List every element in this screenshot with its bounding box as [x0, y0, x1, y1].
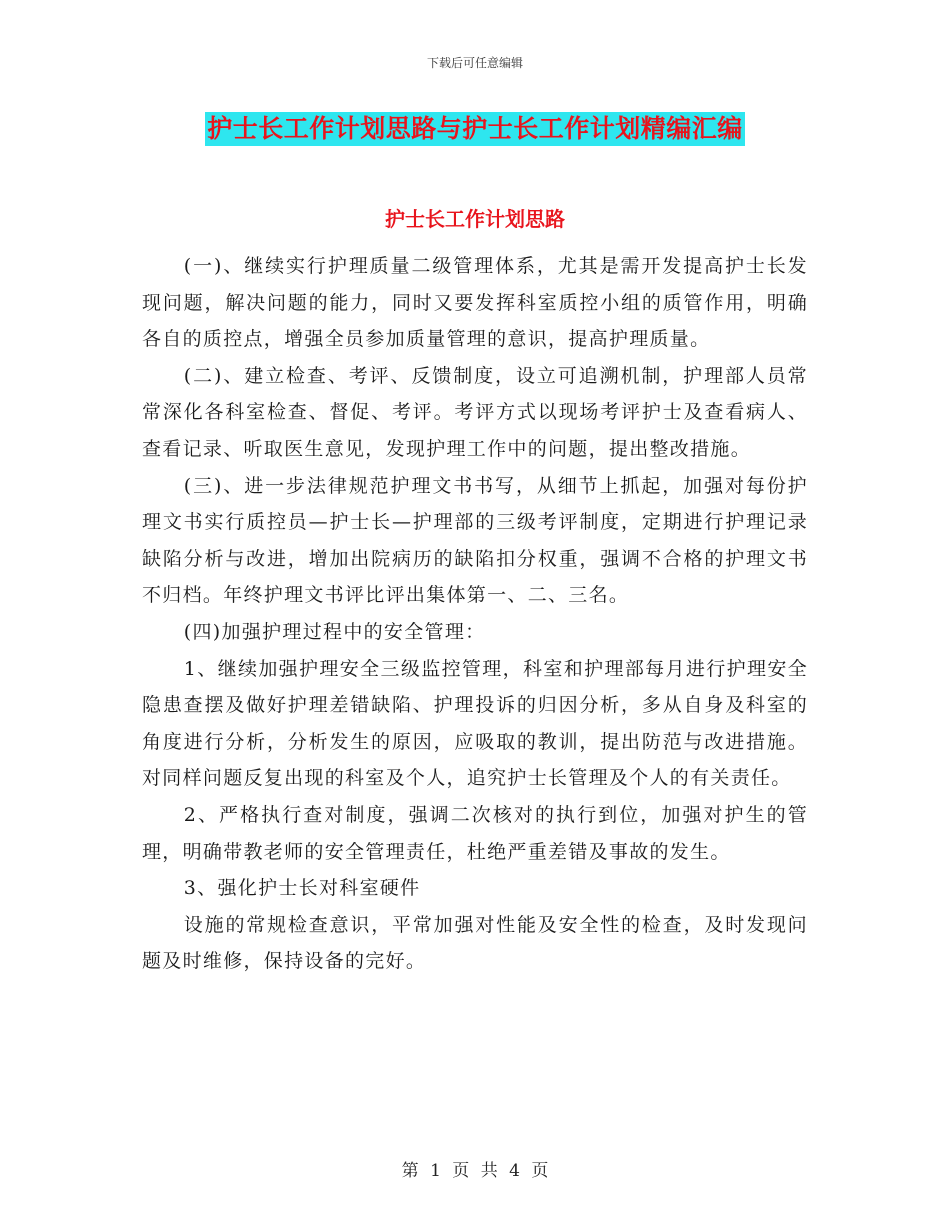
paragraph: (二)、建立检查、考评、反馈制度，设立可追溯机制，护理部人员常常深化各科室检查、督促、考评。考评方式以现场考评护士及查看病人、查看记录、听取医生意见，发现护理工作中的问题，提出整改措施。 [142, 364, 808, 460]
document-title-container [0, 112, 950, 146]
paragraph: (三)、进一步法律规范护理文书书写，从细节上抓起，加强对每份护理文书实行质控员—护士长—护理部的三级考评制度，定期进行护理记录缺陷分析与改进，增加出院病历的缺陷扣分权重，强调不合格的护理文书不归档。年终护理文书评比评出集体第一、二、三名。 [142, 474, 808, 607]
paragraph: 3、强化护士长对科室硬件 [183, 877, 421, 900]
paragraph: 2、严格执行查对制度，强调二次核对的执行到位，加强对护生的管理，明确带教老师的安全管理责任，杜绝严重差错及事故的发生。 [142, 803, 808, 863]
page-number-footer: 第 1 页 共 4 页 [401, 1161, 549, 1181]
document-body [142, 248, 808, 980]
paragraph: (一)、继续实行护理质量二级管理体系，尤其是需开发提高护士长发现问题，解决问题的能力，同时又要发挥科室质控小组的质管作用，明确各自的质控点，增强全员参加质量管理的意识，提高护理质量。 [142, 255, 808, 351]
document-title: 护士长工作计划思路与护士长工作计划精编汇编 [205, 112, 745, 146]
paragraph: (四)加强护理过程中的安全管理： [183, 620, 486, 643]
paragraph: 1、继续加强护理安全三级监控管理，科室和护理部每月进行护理安全隐患查摆及做好护理差错缺陷、护理投诉的归因分析，多从自身及科室的角度进行分析，分析发生的原因，应吸取的教训，提出防范与改进措施。对同样问题反复出现的科室及个人，追究护士长管理及个人的有关责任。 [142, 657, 808, 790]
header-note: 下载后可任意编辑 [426, 56, 523, 70]
paragraph: 设施的常规检查意识，平常加强对性能及安全性的检查，及时发现问题及时维修，保持设备的完好。 [142, 913, 808, 973]
section-title: 护士长工作计划思路 [385, 207, 565, 231]
